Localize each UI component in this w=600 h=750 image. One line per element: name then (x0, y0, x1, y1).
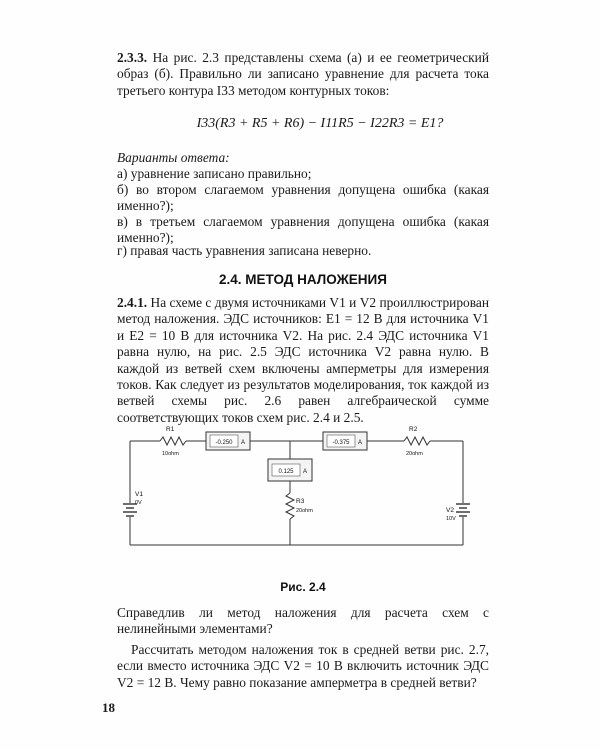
answer-option-b: б) во втором слагаемом уравнения допущена ошибка (какая именно?); (117, 182, 489, 214)
r2-value: 20ohm (406, 451, 423, 457)
question-nonlinear: Справедлив ли метод наложения для расчета схем с нелинейными элементами? (117, 605, 489, 637)
problem-2-4-1 (117, 295, 489, 426)
r1-label: R1 (166, 426, 175, 433)
section-heading: 2.4. МЕТОД НАЛОЖЕНИЯ (219, 272, 387, 287)
answer-option-a: а) уравнение записано правильно; (117, 166, 312, 181)
ammeter-middle-unit: A (302, 469, 308, 475)
v2-label: V2 (446, 507, 454, 514)
figure-caption: Рис. 2.4 (280, 580, 326, 594)
v1-value: 0V (135, 500, 142, 506)
circuit-diagram (118, 415, 490, 575)
r1-value: 10ohm (162, 451, 179, 457)
answer-option-c: в) в третьем слагаемом уравнения допущена ошибка (какая именно?); (117, 214, 489, 246)
problem-text: На схеме с двумя источниками V1 и V2 проиллюстрирован метод наложения. ЭДС источников: E1 = 12 В для источника V1 и E2 = 10 В для источника V2. На рис. 2.4 ЭДС источника V1 равна нулю, на рис. 2.5 ЭДС источника V2 равна нулю. В каждой из ветвей схем включены амперметры для измерения токов. Как следует из результатов моделирования, ток каждой из ветвей схемы рис. 2.6 равен алгебраической сумме соответствующих токов схем рис. 2.4 и 2.5. (117, 295, 489, 425)
ammeter-left (206, 432, 250, 450)
r2-label: R2 (409, 426, 418, 433)
problem-number: 2.4.1. (117, 295, 148, 310)
ammeter-right-reading: -0.375 (332, 440, 350, 446)
ammeter-middle-reading: 0.125 (278, 469, 294, 475)
problem-2-3-3 (117, 50, 489, 99)
ammeter-left-reading: -0.250 (215, 440, 233, 446)
ammeter-right-unit: A (357, 440, 363, 446)
page-number: 18 (102, 700, 115, 715)
problem-number: 2.3.3. (117, 50, 148, 65)
question-superposition: Рассчитать методом наложения ток в средней ветви рис. 2.7, если вместо источника ЭДС V2 = 10 В включить источник ЭДС V2 = 12 В. Чему равно показание амперметра в средней ветви? (117, 642, 489, 690)
answer-options-title: Варианты ответа: (117, 150, 230, 165)
v2-value: 10V (446, 516, 456, 522)
problem-text: На рис. 2.3 представлены схема (а) и ее геометрический образ (б). Правильно ли записано уравнение для расчета тока третьего контура I33 методом контурных токов: (117, 50, 489, 98)
contour-current-equation: I33(R3 + R5 + R6) − I11R5 − I22R3 = E1? (196, 116, 444, 131)
answer-option-d: г) правая часть уравнения записана неверно. (117, 243, 372, 258)
r3-label: R3 (296, 498, 305, 505)
v1-label: V1 (135, 491, 143, 498)
r3-value: 20ohm (296, 508, 313, 514)
ammeter-middle (268, 459, 312, 481)
ammeter-right (323, 432, 367, 450)
ammeter-left-unit: A (240, 440, 246, 446)
